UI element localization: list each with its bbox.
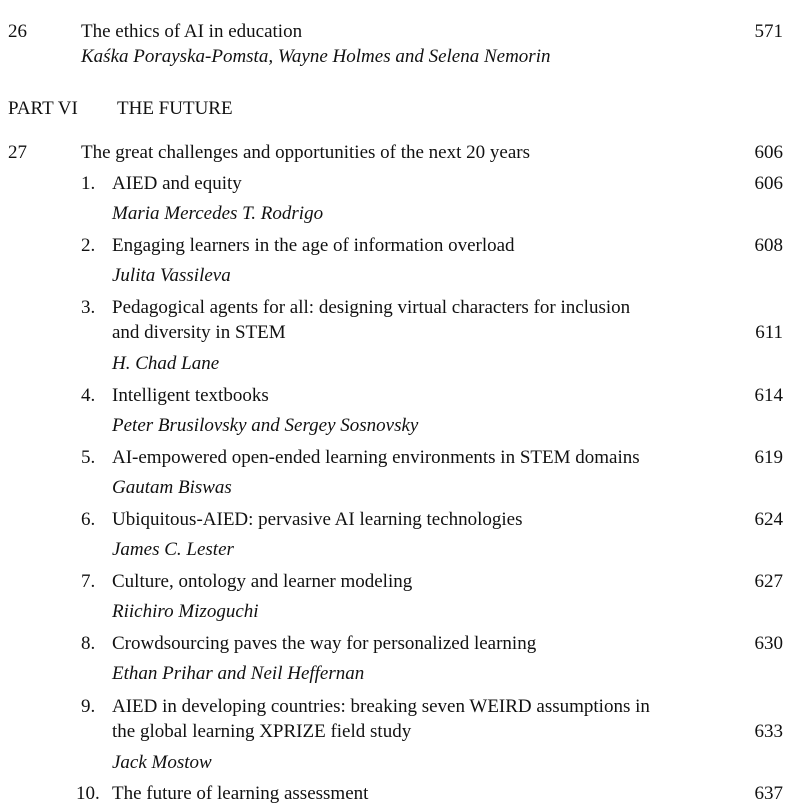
section-page: 633 [754,721,783,742]
section-title: Ubiquitous-AIED: pervasive AI learning technologies [112,509,523,530]
section-number: 5. [81,447,96,468]
section-number: 4. [81,385,96,406]
section-title: The future of learning assessment [112,783,369,804]
section-author: Maria Mercedes T. Rodrigo [112,203,324,224]
section-page: 637 [754,783,783,804]
section-title: Engaging learners in the age of information overload [112,235,515,256]
section-author: Ethan Prihar and Neil Heffernan [112,663,365,684]
section-author: Peter Brusilovsky and Sergey Sosnovsky [112,415,419,436]
section-title: AIED and equity [112,173,242,194]
section-title: Culture, ontology and learner modeling [112,571,413,592]
section-author: Julita Vassileva [112,265,231,286]
section-page: 624 [754,509,783,530]
section-page: 614 [754,385,783,406]
section-number: 7. [81,571,96,592]
section-number: 9. [81,696,96,717]
section-author: Gautam Biswas [112,477,232,498]
section-title-line-2: the global learning XPRIZE field study [112,721,412,742]
chapter-page: 571 [754,21,783,42]
section-page: 608 [754,235,783,256]
section-author: H. Chad Lane [112,353,220,374]
section-page: 627 [754,571,783,592]
section-number: 2. [81,235,96,256]
section-author: James C. Lester [112,539,234,560]
section-number: 8. [81,633,96,654]
chapter-number: 27 [8,142,27,163]
section-page: 619 [754,447,783,468]
chapter-title: The great challenges and opportunities of the next 20 years [81,142,530,163]
part-label: PART VI [8,98,78,119]
chapter-authors: Kaśka Porayska-Pomsta, Wayne Holmes and Selena Nemorin [81,46,551,67]
section-title: Crowdsourcing paves the way for personalized learning [112,633,537,654]
section-number: 3. [81,297,96,318]
section-page: 630 [754,633,783,654]
section-author: Jack Mostow [112,752,212,773]
section-page: 606 [754,173,783,194]
section-author: Riichiro Mizoguchi [112,601,259,622]
section-title: Intelligent textbooks [112,385,269,406]
chapter-title: The ethics of AI in education [81,21,303,42]
section-page: 611 [755,322,783,343]
chapter-page: 606 [754,142,783,163]
part-title: THE FUTURE [117,98,233,119]
section-number: 1. [81,173,96,194]
section-title-line-1: Pedagogical agents for all: designing virtual characters for inclusion [112,297,631,318]
section-title-line-2: and diversity in STEM [112,322,286,343]
section-title: AI-empowered open-ended learning environments in STEM domains [112,447,640,468]
section-title-line-1: AIED in developing countries: breaking seven WEIRD assumptions in [112,696,650,717]
section-number: 10. [76,783,100,804]
section-number: 6. [81,509,96,530]
chapter-number: 26 [8,21,27,42]
